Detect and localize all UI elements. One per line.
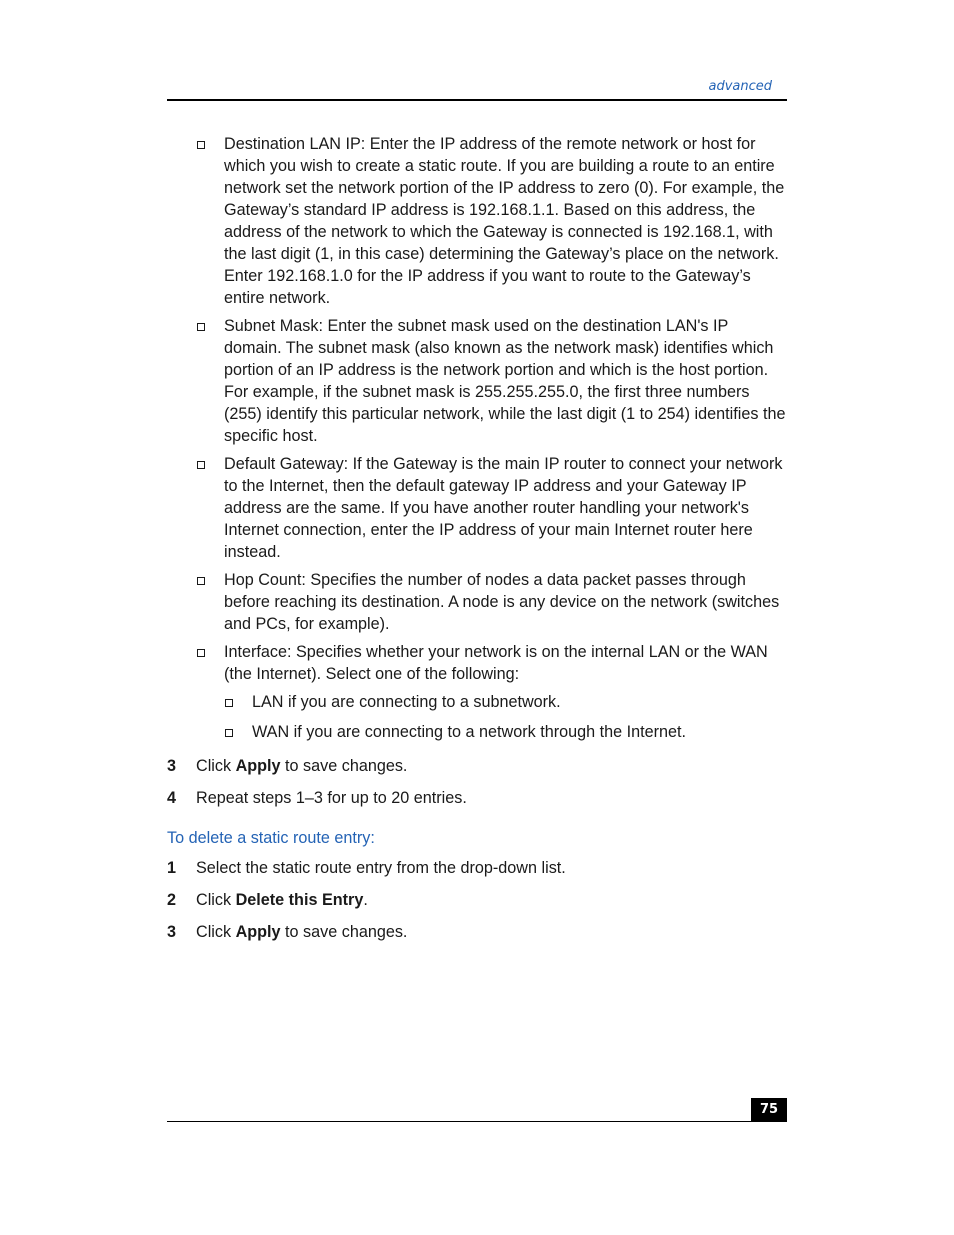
step-click-apply-final: [167, 921, 787, 943]
checkbox-bullet-icon: [197, 141, 205, 149]
step-text: Click: [196, 923, 236, 941]
bullet-destination-lan-ip: [167, 133, 787, 309]
step-select-entry: [167, 857, 787, 879]
bullet-text: Subnet Mask: Enter the subnet mask used on the destination LAN's IP domain. The subnet mask (also known as the network mask) identifies which portion of an IP address is the network portion and which is the host portion. For example, if the subnet mask is 255.255.255.0, the first three numbers (255) identify this particular network, while the last digit (1 to 254) identifies the specific host.: [224, 317, 786, 445]
step-bold-text: Delete this Entry: [235, 891, 364, 909]
sub-bullet-lan: [167, 691, 787, 713]
sub-bullet-text: WAN if you are connecting to a network through the Internet.: [252, 723, 687, 741]
step-click-apply: [167, 755, 787, 777]
bullet-default-gateway: [167, 453, 787, 563]
step-number: 2: [167, 891, 177, 909]
step-repeat: [167, 787, 787, 809]
checkbox-bullet-icon: [197, 461, 205, 469]
checkbox-bullet-icon: [197, 577, 205, 585]
sub-bullet-text: LAN if you are connecting to a subnetwork.: [252, 693, 561, 711]
page-number: 75: [751, 1098, 787, 1122]
bullet-subnet-mask: [167, 315, 787, 447]
checkbox-bullet-icon: [225, 729, 233, 737]
step-bold-text: Apply: [235, 757, 281, 775]
step-text-tail: to save changes.: [280, 923, 408, 941]
bullet-hop-count: [167, 569, 787, 635]
footer-rule: [167, 1121, 787, 1122]
step-text: Click: [196, 891, 236, 909]
sub-bullet-wan: [167, 721, 787, 743]
checkbox-bullet-icon: [197, 649, 205, 657]
bullet-text: Destination LAN IP: Enter the IP address of the remote network or host for which you wish to create a static route. If you are building a route to an entire network set the network portion of the IP address to zero (0). For example, the Gateway’s standard IP address is 192.168.1.1. Based on this address, the address of the network to which the Gateway is connected is 192.168.1, with the last digit (1, in this case) determining the Gateway’s place on the network. Enter 192.168.1.0 for the IP address if you want to route to the Gateway’s entire network.: [224, 135, 785, 307]
step-text: Click: [196, 757, 236, 775]
running-header: advanced: [708, 79, 772, 94]
step-number: 4: [167, 789, 177, 807]
section-heading-delete: To delete a static route entry:: [167, 829, 375, 847]
step-bold-text: Apply: [235, 923, 281, 941]
page-content: [167, 133, 787, 953]
step-number: 3: [167, 757, 177, 775]
step-text: Select the static route entry from the drop-down list.: [196, 859, 566, 877]
header-rule: [167, 99, 787, 101]
bullet-text: Hop Count: Specifies the number of nodes a data packet passes through before reaching its destination. A node is any device on the network (switches and PCs, for example).: [224, 571, 780, 633]
step-number: 3: [167, 923, 177, 941]
step-text-tail: to save changes.: [280, 757, 408, 775]
bullet-text: Default Gateway: If the Gateway is the main IP router to connect your network to the Internet, then the default gateway IP address and your Gateway IP address are the same. If you have another router handling your network's Internet connection, enter the IP address of your main Internet router here instead.: [224, 455, 783, 561]
step-click-delete: [167, 889, 787, 911]
checkbox-bullet-icon: [197, 323, 205, 331]
step-number: 1: [167, 859, 177, 877]
checkbox-bullet-icon: [225, 699, 233, 707]
step-text-tail: .: [363, 891, 368, 909]
step-text: Repeat steps 1–3 for up to 20 entries.: [196, 789, 467, 807]
bullet-interface: [167, 641, 787, 685]
bullet-text: Interface: Specifies whether your network is on the internal LAN or the WAN (the Internet). Select one of the following:: [224, 643, 768, 683]
